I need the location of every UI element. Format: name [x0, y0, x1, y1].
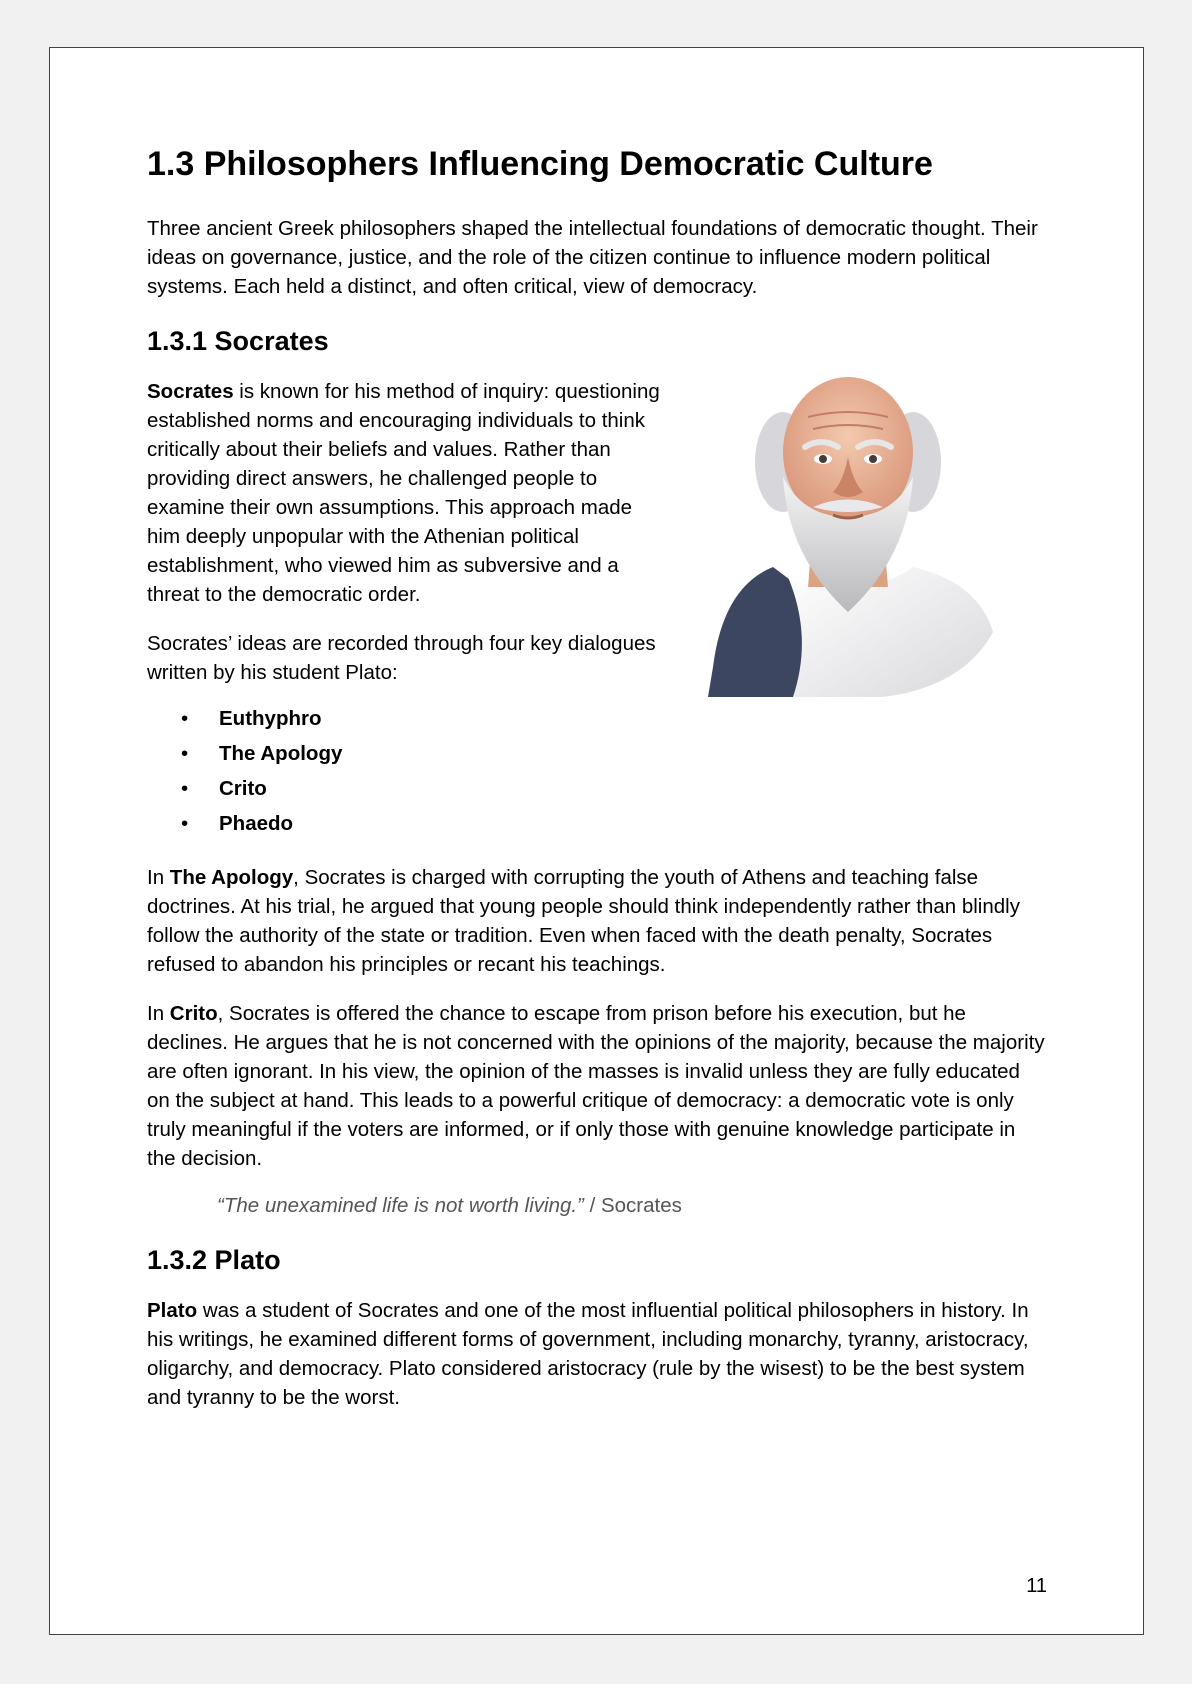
crito-paragraph: [147, 999, 1047, 1173]
plato-bold-name: Plato: [147, 1299, 198, 1322]
quote-text: “The unexamined life is not worth living.”: [217, 1194, 584, 1217]
socrates-heading: 1.3.1 Socrates: [147, 326, 329, 356]
dialogue-title: Phaedo: [219, 812, 294, 835]
plato-heading: 1.3.2 Plato: [147, 1245, 281, 1275]
page-content: [147, 144, 1047, 1432]
apology-prefix: In: [147, 866, 170, 889]
list-item: [181, 771, 1047, 806]
socrates-paragraph-text: is known for his method of inquiry: questioning established norms and encouraging individuals to think critically about their beliefs and values. Rather than providing direct answers, he challenged people to examine their own assumptions. This approach made him deeply unpopular with the Athenian political establishment, who viewed him as subversive and a threat to the democratic order.: [147, 380, 660, 606]
list-item: [181, 806, 1047, 841]
bullet-icon: •: [181, 742, 189, 765]
intro-paragraph: Three ancient Greek philosophers shaped the intellectual foundations of democratic thought. Their ideas on governance, justice, and the role of the citizen continue to influence modern political systems. Each held a distinct, and often critical, view of democracy.: [147, 217, 1038, 298]
socrates-bold-name: Socrates: [147, 380, 234, 403]
apology-text: , Socrates is charged with corrupting the youth of Athens and teaching false doctrines. At his trial, he argued that young people should think independently rather than blindly follow the authority of the state or tradition. Even when faced with the death penalty, Socrates refused to abandon his principles or recant his teachings.: [147, 866, 1020, 976]
dialogue-title: The Apology: [219, 742, 343, 765]
socrates-intro-block: [147, 377, 1047, 687]
crito-bold-title: Crito: [169, 1002, 218, 1025]
quote-attribution: / Socrates: [583, 1194, 682, 1217]
dialogues-intro: Socrates’ ideas are recorded through four key dialogues written by his student Plato:: [147, 632, 656, 684]
bullet-icon: •: [181, 707, 189, 730]
plato-paragraph: [147, 1296, 1047, 1412]
page-number: 11: [1026, 1575, 1047, 1597]
plato-paragraph-text: was a student of Socrates and one of the most influential political philosophers in history. In his writings, he examined different forms of government, including monarchy, tyranny, aristocracy, oligarchy, and democracy. Plato considered aristocracy (rule by the wisest) to be the best system and tyranny to be the worst.: [147, 1299, 1029, 1409]
crito-prefix: In: [147, 1002, 170, 1025]
list-item: [181, 701, 1047, 736]
dialogue-title: Euthyphro: [219, 707, 322, 730]
apology-paragraph: [147, 863, 1047, 979]
bullet-icon: •: [181, 777, 189, 800]
dialogue-title: Crito: [219, 777, 267, 800]
apology-bold-title: The Apology: [169, 866, 294, 889]
socrates-portrait-image: [693, 367, 1003, 697]
bullet-icon: •: [181, 812, 189, 835]
socrates-text-column: [147, 377, 667, 687]
crito-text: , Socrates is offered the chance to escape from prison before his execution, but he declines. He argues that he is not concerned with the opinions of the majority, because the majority are often ignorant. In his view, the opinion of the masses is invalid unless they are fully educated on the subject at hand. This leads to a powerful critique of democracy: a democratic vote is only truly meaningful if the voters are informed, or if only those with genuine knowledge participate in the decision.: [147, 1002, 1045, 1170]
socrates-paragraph: [147, 377, 667, 609]
section-heading: 1.3 Philosophers Influencing Democratic Culture: [147, 145, 933, 183]
list-item: [181, 736, 1047, 771]
socrates-quote: [217, 1191, 1047, 1220]
document-page: [49, 47, 1144, 1635]
dialogues-list: [147, 701, 1047, 841]
